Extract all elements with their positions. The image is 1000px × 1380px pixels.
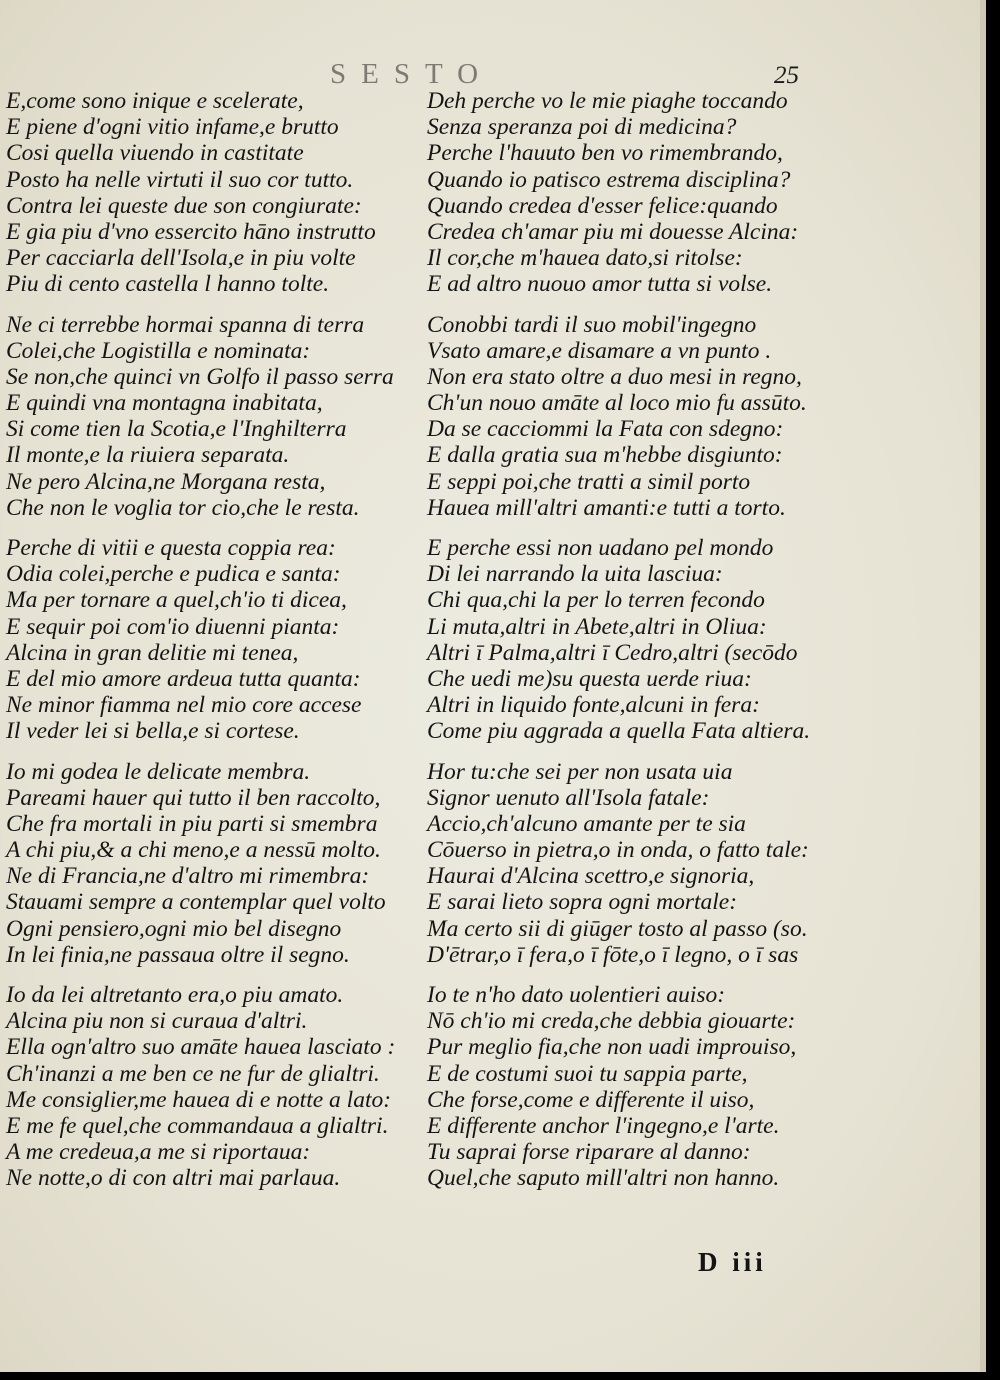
verse-line: Io te n'ho dato uolentieri auiso: <box>427 982 726 1008</box>
verse-line: Li muta,altri in Abete,altri in Oliua: <box>427 613 767 640</box>
verse-line: Ne minor fiamma nel mio core accese <box>6 692 362 719</box>
verse-line: Il cor,che m'hauea dato,si ritolse: <box>427 245 743 272</box>
verse-line: Da se cacciommi la Fata con sdegno: <box>427 416 784 443</box>
verse-line: Piu di cento castella l hanno tolte. <box>6 271 330 298</box>
verse-line: Come piu aggrada a quella Fata altiera. <box>427 718 811 745</box>
page-edge <box>980 0 986 1372</box>
verse-line: Di lei narrando la uita lasciua: <box>427 561 723 588</box>
verse-line: Che non le voglia tor cio,che le resta. <box>6 494 360 521</box>
verse-line: E dalla gratia sua m'hebbe disgiunto: <box>427 442 783 469</box>
verse-line: Perche l'hauuto ben vo rimembrando, <box>427 140 783 167</box>
verse-line: Altri ī Palma,altri ī Cedro,altri (secōdo <box>427 639 798 666</box>
verse-line: Per cacciarla dell'Isola,e in piu volte <box>6 245 356 272</box>
verse-line: Perche di vitii e questa coppia rea: <box>6 535 336 561</box>
verse-line: Vsato amare,e disamare a vn punto . <box>427 337 772 364</box>
verse-line: E,come sono inique e scelerate, <box>6 88 304 114</box>
verse-line: Io da lei altretanto era,o piu amato. <box>6 982 344 1008</box>
verse-line: Haurai d'Alcina scettro,e signoria, <box>427 863 755 890</box>
verse-line: Colei,che Logistilla e nominata: <box>6 337 311 364</box>
verse-line: Altri in liquido fonte,alcuni in fera: <box>427 692 760 719</box>
verse-line: Ne pero Alcina,ne Morgana resta, <box>6 468 326 495</box>
page-number: 25 <box>774 62 799 89</box>
verse-line: Signor uenuto all'Isola fatale: <box>427 784 710 811</box>
stanza <box>6 88 421 298</box>
stanza <box>6 312 421 522</box>
verse-line: Quando io patisco estrema disciplina? <box>427 166 791 193</box>
verse-line: E quindi vna montagna inabitata, <box>6 390 323 417</box>
verse-line: Si come tien la Scotia,e l'Inghilterra <box>6 416 347 443</box>
verse-line: Quando credea d'esser felice:quando <box>427 192 778 219</box>
stanza <box>427 982 837 1192</box>
running-title: SESTO <box>330 58 494 90</box>
verse-line: A me credeua,a me si riportaua: <box>6 1139 311 1166</box>
verse-line: E ad altro nuouo amor tutta si volse. <box>427 271 773 298</box>
verse-line: Che uedi me)su questa uerde riua: <box>427 665 752 692</box>
verse-line: E perche essi non uadano pel mondo <box>427 535 774 561</box>
verse-line: Ne ci terrebbe hormai spanna di terra <box>6 311 365 338</box>
verse-line: Se non,che quinci vn Golfo il passo serra <box>6 363 394 390</box>
stanza <box>6 759 421 969</box>
verse-line: Cōuerso in pietra,o in onda, o fatto tale: <box>427 837 809 864</box>
verse-line: Alcina in gran delitie mi tenea, <box>6 639 299 666</box>
verse-line: E seppi poi,che tratti a simil porto <box>427 468 751 495</box>
stanza <box>6 535 421 745</box>
verse-line: Alcina piu non si curaua d'altri. <box>6 1008 308 1035</box>
verse-line: Credea ch'amar piu mi douesse Alcina: <box>427 218 799 245</box>
verse-line: Odia colei,perche e pudica e santa: <box>6 561 341 588</box>
verse-line: Contra lei queste due son congiurate: <box>6 192 362 219</box>
verse-line: Deh perche vo le mie piaghe toccando <box>427 88 788 114</box>
verse-line: Posto ha nelle virtuti il suo cor tutto. <box>6 166 354 193</box>
right-column <box>427 88 837 1206</box>
verse-line: D'ētrar,o ī fera,o ī fōte,o ī legno, o ī sas <box>427 941 799 968</box>
verse-line: Chi qua,chi la per lo terren fecondo <box>427 587 765 614</box>
verse-line: Quel,che saputo mill'altri non hanno. <box>427 1165 780 1192</box>
verse-line: E sarai lieto sopra ogni mortale: <box>427 889 738 916</box>
verse-line: E piene d'ogni vitio infame,e brutto <box>6 114 339 141</box>
verse-line: Pareami hauer qui tutto il ben raccolto, <box>6 784 381 811</box>
stanza <box>427 759 837 969</box>
verse-line: Ma per tornare a quel,ch'io ti dicea, <box>6 587 347 614</box>
verse-line: In lei finia,ne passaua oltre il segno. <box>6 941 350 968</box>
verse-line: Ch'inanzi a me ben ce ne fur de glialtri. <box>6 1060 380 1087</box>
verse-line: Accio,ch'alcuno amante per te sia <box>427 810 746 837</box>
verse-line: Cosi quella viuendo in castitate <box>6 140 304 167</box>
verse-line: Hor tu:che sei per non usata uia <box>427 758 733 785</box>
verse-line: Senza speranza poi di medicina? <box>427 114 737 141</box>
verse-line: Nō ch'io mi creda,che debbia giouarte: <box>427 1008 796 1035</box>
signature-mark: D iii <box>698 1247 767 1277</box>
verse-line: Il monte,e la riuiera separata. <box>6 442 290 469</box>
verse-line: Stauami sempre a contemplar quel volto <box>6 889 386 916</box>
verse-line: Conobbi tardi il suo mobil'ingegno <box>427 311 757 338</box>
verse-line: Che forse,come e differente il uiso, <box>427 1086 755 1113</box>
verse-line: Ella ogn'altro suo amāte hauea lasciato : <box>6 1034 396 1061</box>
verse-line: Io mi godea le delicate membra. <box>6 758 311 785</box>
verse-line: Hauea mill'altri amanti:e tutti a torto. <box>427 494 786 521</box>
verse-line: Ne notte,o di con altri mai parlaua. <box>6 1165 341 1192</box>
verse-line: A chi piu,& a chi meno,e a nessū molto. <box>6 837 381 864</box>
verse-line: Me consiglier,me hauea di e notte a lato: <box>6 1086 392 1113</box>
verse-line: Ne di Francia,ne d'altro mi rimembra: <box>6 863 370 890</box>
verse-line: E me fe quel,che commandaua a glialtri. <box>6 1112 389 1139</box>
verse-line: E sequir poi com'io diuenni pianta: <box>6 613 340 640</box>
stanza <box>427 312 837 522</box>
verse-line: Il veder lei si bella,e si cortese. <box>6 718 300 745</box>
verse-line: E del mio amore ardeua tutta quanta: <box>6 665 361 692</box>
verse-line: Pur meglio fia,che non uadi improuiso, <box>427 1034 797 1061</box>
left-column <box>6 88 421 1206</box>
verse-line: Che fra mortali in piu parti si smembra <box>6 810 378 837</box>
verse-line: E de costumi suoi tu sappia parte, <box>427 1060 748 1087</box>
stanza <box>427 535 837 745</box>
verse-line: E differente anchor l'ingegno,e l'arte. <box>427 1112 780 1139</box>
stanza <box>6 982 421 1192</box>
verse-line: Ogni pensiero,ogni mio bel disegno <box>6 915 342 942</box>
verse-line: Ch'un nouo amāte al loco mio fu assūto. <box>427 390 807 417</box>
verse-line: Non era stato oltre a duo mesi in regno, <box>427 363 802 390</box>
verse-line: Tu saprai forse riparare al danno: <box>427 1139 751 1166</box>
verse-line: Ma certo sii di giūger tosto al passo (so. <box>427 915 808 942</box>
stanza <box>427 88 837 298</box>
verse-line: E gia piu d'vno essercito hāno instrutto <box>6 218 376 245</box>
